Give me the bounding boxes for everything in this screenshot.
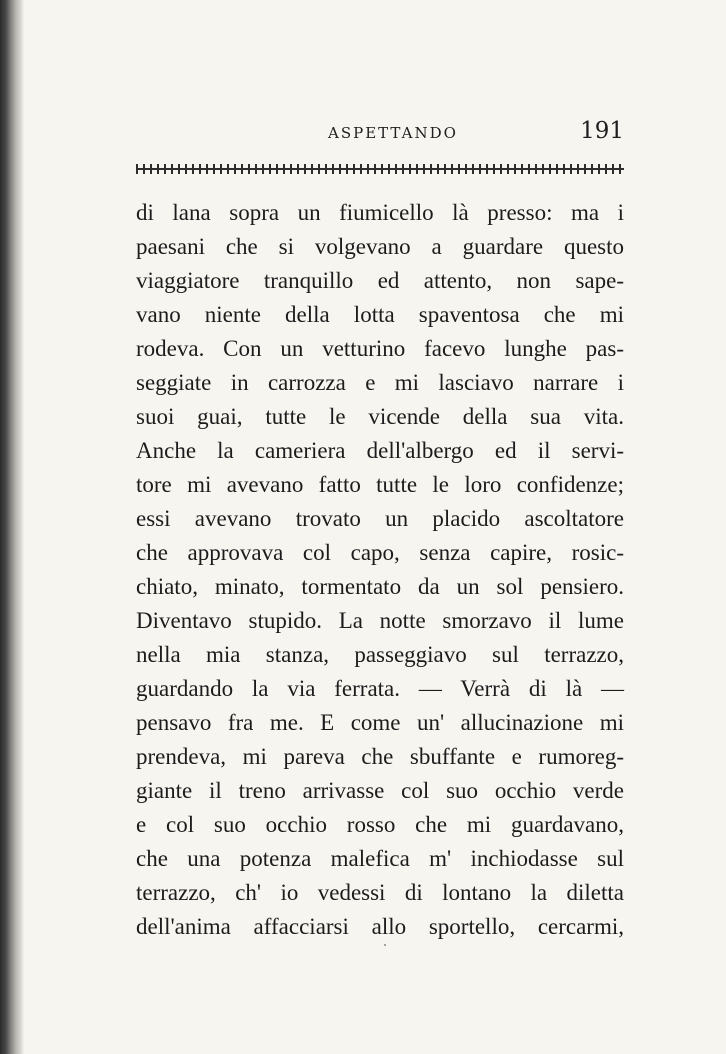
text-line: Anche la cameriera dell'albergo ed il servi- [136,438,624,463]
text-line: vano niente della lotta spaventosa che mi [136,302,624,327]
paper-speck [384,944,386,946]
text-line: Diventavo stupido. La notte smorzavo il lume [136,608,624,633]
text-line: essi avevano trovato un placido ascoltatore [136,506,624,531]
text-line: guardando la via ferrata. — Verrà di là — [136,676,624,701]
text-line: rodeva. Con un vetturino facevo lunghe pas- [136,336,624,361]
text-line: e col suo occhio rosso che mi guardavano, [136,812,624,837]
book-spine-shadow [0,0,24,1054]
text-line: viaggiatore tranquillo ed attento, non sape- [136,268,624,293]
text-line: terrazzo, ch' io vedessi di lontano la diletta [136,880,624,905]
body-text [136,196,624,944]
text-line: che approvava col capo, senza capire, rosic- [136,540,624,565]
text-line: tore mi avevano fatto tutte le loro confidenze; [136,472,624,497]
text-line: prendeva, mi pareva che sbuffante e rumoreg- [136,744,624,769]
running-title: ASPETTANDO [328,124,458,142]
text-line: seggiate in carrozza e mi lasciavo narrare i [136,370,624,395]
text-line: chiato, minato, tormentato da un sol pensiero. [136,574,624,599]
page-header [134,118,624,154]
text-line: di lana sopra un fiumicello là presso: ma i [136,200,624,225]
text-line: nella mia stanza, passeggiavo sul terrazzo, [136,642,624,667]
ornamental-rule [136,164,624,174]
text-line: che una potenza malefica m' inchiodasse sul [136,846,624,871]
text-line: paesani che si volgevano a guardare questo [136,234,624,259]
text-line: dell'anima affacciarsi allo sportello, cercarmi, [136,914,624,939]
text-line: giante il treno arrivasse col suo occhio verde [136,778,624,803]
text-line: pensavo fra me. E come un' allucinazione mi [136,710,624,735]
text-line: suoi guai, tutte le vicende della sua vita. [136,404,624,429]
page-number: 191 [580,118,624,144]
